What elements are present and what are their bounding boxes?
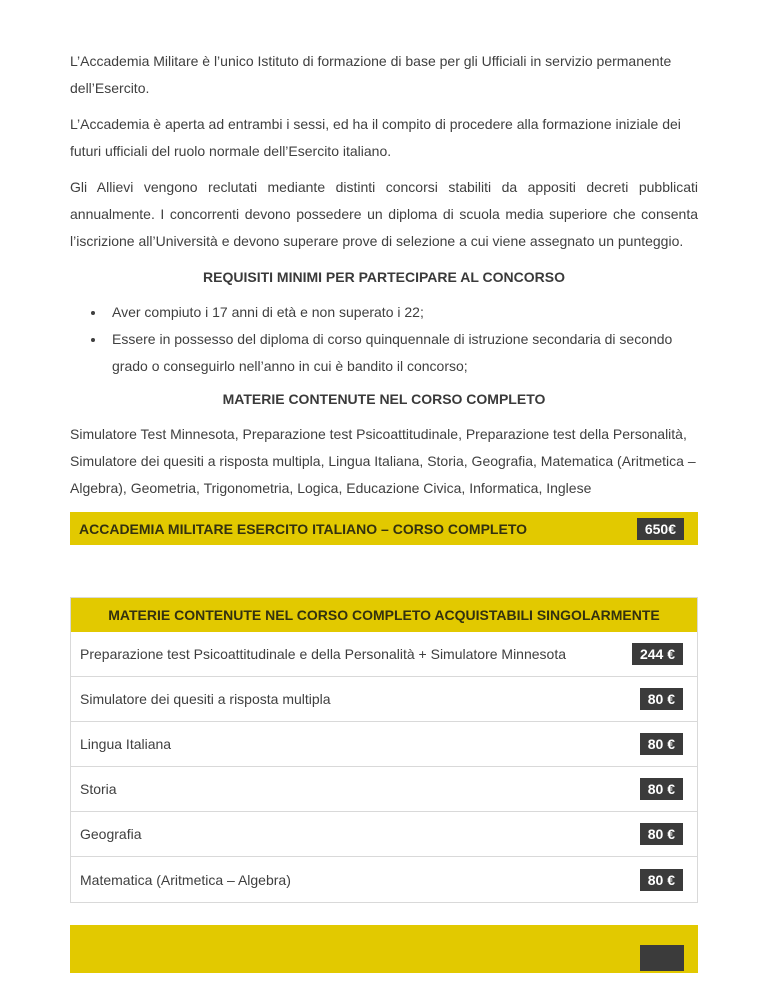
subject-label: Matematica (Aritmetica – Algebra): [80, 871, 291, 888]
subject-price-badge: 80 €: [640, 733, 683, 755]
requirement-item: • Essere in possesso del diploma di corso quinquennale di istruzione secondaria di secondo grado o conseguirlo nell’anno in cui è bandito il concorso;: [106, 326, 698, 380]
subject-price-badge: 80 €: [640, 778, 683, 800]
price-table-header: MATERIE CONTENUTE NEL CORSO COMPLETO ACQUISTABILI SINGOLARMENTE: [71, 598, 697, 632]
subject-label: Geografia: [80, 826, 142, 842]
table-row: [71, 722, 697, 767]
subject-price-badge: 80 €: [640, 823, 683, 845]
intro-paragraph-1: L’Accademia Militare è l’unico Istituto di formazione di base per gli Ufficiali in servizio permanente dell’Esercito.: [70, 53, 672, 96]
table-row: [71, 767, 697, 812]
next-section-price-badge: [640, 945, 684, 971]
full-course-price-badge: 650€: [637, 518, 684, 540]
requirements-list: [70, 299, 698, 380]
intro-paragraph-2: L’Accademia è aperta ad entrambi i sessi, ed ha il compito di procedere alla formazione iniziale dei futuri ufficiali del ruolo normale dell’Esercito italiano.: [70, 116, 681, 159]
table-row: [71, 857, 697, 902]
subject-price-badge: 244 €: [632, 643, 683, 665]
subject-label: Simulatore dei quesiti a risposta multipla: [80, 691, 331, 707]
subject-label: Lingua Italiana: [80, 736, 172, 752]
section-heading-materie: MATERIE CONTENUTE NEL CORSO COMPLETO: [222, 391, 546, 407]
subject-label: Storia: [80, 781, 117, 797]
subject-price-badge: 80 €: [640, 869, 683, 891]
subject-price-badge: 80 €: [640, 688, 683, 710]
full-course-banner: [70, 512, 698, 545]
next-section-banner-cutoff: [70, 925, 698, 973]
subjects-paragraph: Simulatore Test Minnesota, Preparazione test Psicoattitudinale, Preparazione test della Personalità, Simulatore dei quesiti a risposta multipla, Lingua Italiana, Storia, Geografia, Matematica (Aritmetica – Algebra), Geometria, Trigonometria, Logica, Educazione Civica, Informatica, Inglese: [70, 426, 696, 496]
requirement-item: • Aver compiuto i 17 anni di età e non superato i 22;: [106, 299, 698, 326]
full-course-banner-title: ACCADEMIA MILITARE ESERCITO ITALIANO – CORSO COMPLETO: [79, 520, 528, 537]
table-row: [71, 812, 697, 857]
table-row: [71, 677, 697, 722]
subject-label: Preparazione test Psicoattitudinale e della Personalità + Simulatore Minnesota: [80, 646, 567, 662]
section-heading-requisiti: REQUISITI MINIMI PER PARTECIPARE AL CONCORSO: [203, 269, 565, 285]
intro-paragraph-3: Gli Allievi vengono reclutati mediante distinti concorsi stabiliti da appositi decreti pubblicati annualmente. I concorrenti devono possedere un diploma di scuola media superiore che consenta l’iscrizione all’Università e devono superare prove di selezione a cui viene assegnato un punteggio.: [70, 179, 698, 249]
table-row: [71, 632, 697, 677]
single-subjects-price-table: [70, 597, 698, 903]
